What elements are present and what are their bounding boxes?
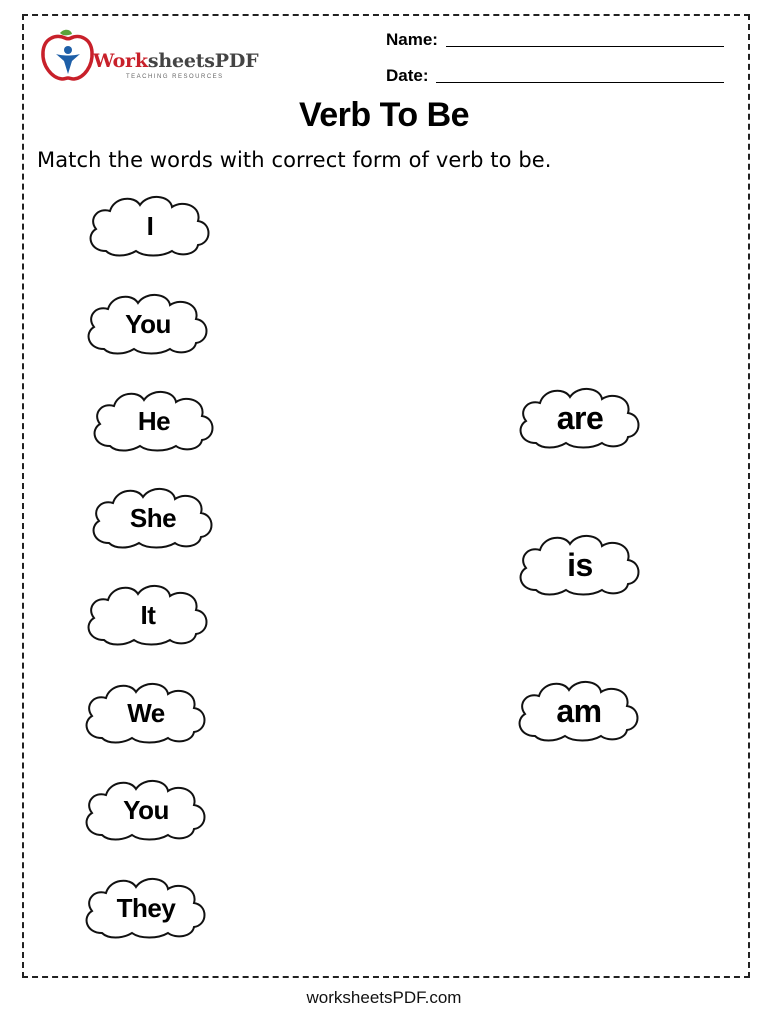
subject-cloud[interactable] — [80, 775, 212, 845]
verb-label: are — [556, 399, 604, 436]
brand-tagline: TEACHING RESOURCES — [126, 74, 224, 80]
verb-cloud[interactable] — [513, 676, 645, 746]
subject-cloud[interactable] — [82, 580, 214, 650]
verb-cloud[interactable] — [514, 530, 646, 600]
page-title: Verb To Be — [298, 96, 470, 134]
subject-label: He — [137, 405, 171, 436]
subject-cloud[interactable] — [82, 289, 214, 359]
verb-label: is — [567, 546, 593, 583]
subject-label: You — [125, 308, 171, 339]
subject-cloud[interactable] — [84, 191, 216, 261]
footer-url[interactable]: worksheetsPDF.com — [306, 988, 462, 1007]
subject-cloud[interactable] — [80, 873, 212, 943]
name-label: Name: — [386, 30, 438, 49]
date-line[interactable] — [436, 82, 724, 83]
subject-cloud[interactable] — [88, 386, 220, 456]
verb-cloud[interactable] — [514, 383, 646, 453]
name-line[interactable] — [446, 46, 724, 47]
date-label: Date: — [386, 66, 429, 85]
subject-label: We — [127, 697, 165, 728]
subject-label: They — [116, 892, 176, 923]
subject-cloud[interactable] — [80, 678, 212, 748]
subject-label: I — [146, 210, 154, 241]
subject-label: It — [140, 599, 156, 630]
instruction-text: Match the words with correct form of verb to be. — [37, 148, 552, 172]
subject-cloud[interactable] — [87, 483, 219, 553]
apple-logo-icon — [38, 28, 98, 88]
brand-name: WorksheetsPDF — [93, 50, 259, 72]
subject-label: She — [129, 502, 177, 533]
verb-label: am — [556, 692, 602, 729]
subject-label: You — [123, 794, 169, 825]
